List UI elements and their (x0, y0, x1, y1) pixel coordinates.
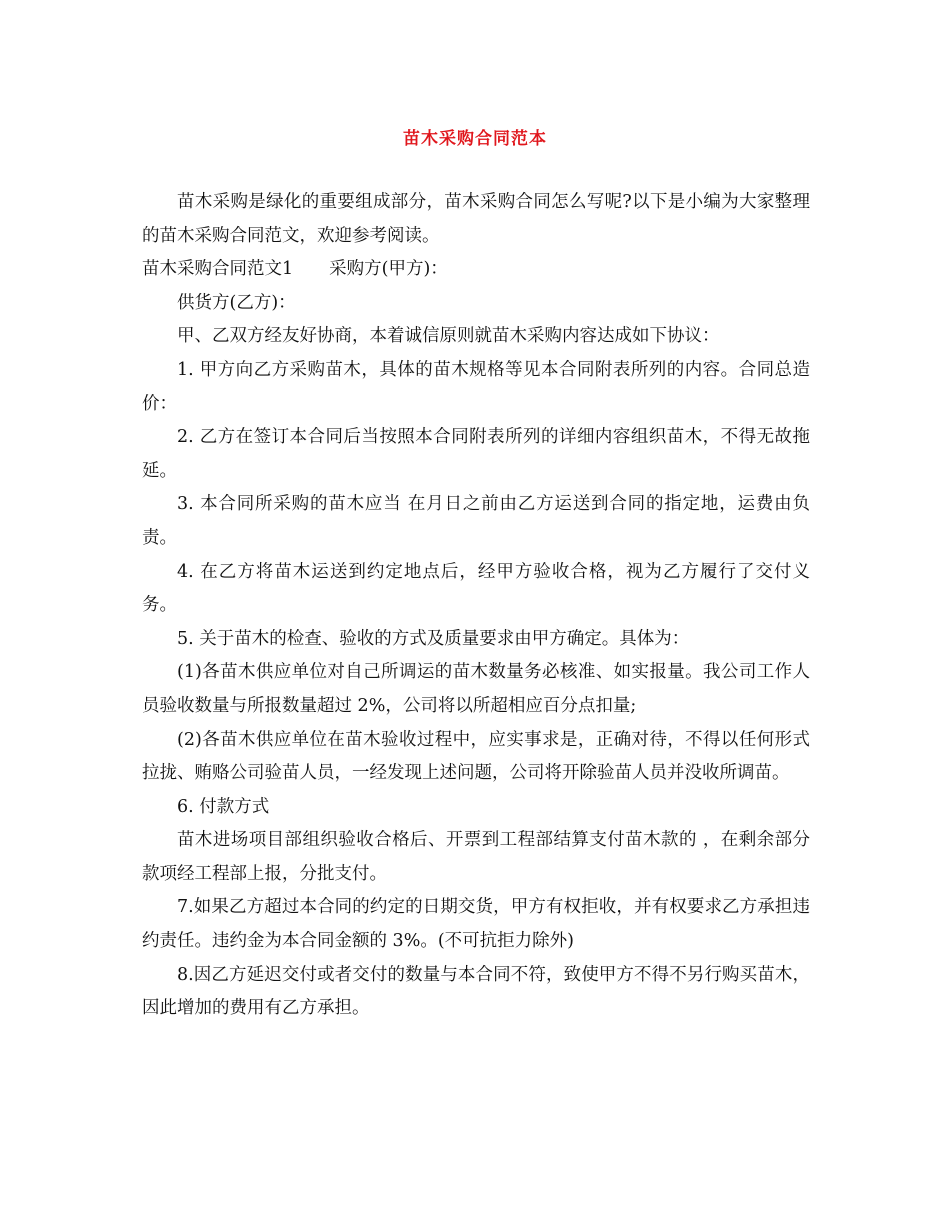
clause-6-text: 苗木进场项目部组织验收合格后、开票到工程部结算支付苗木款的 ，在剩余部分款项经工程部上报，分批支付。 (142, 830, 810, 884)
clause-1: 1. 甲方向乙方采购苗木，具体的苗木规格等见本合同附表所列的内容。合同总造价： (142, 359, 810, 414)
buyer-label: 采购方(甲方)： (329, 259, 448, 280)
clause-4: 4. 在乙方将苗木运送到约定地点后，经甲方验收合格，视为乙方履行了交付义务。 (142, 561, 810, 616)
sample-label: 苗木采购合同范文1 (142, 259, 294, 280)
clause-5-item-1: (1)各苗木供应单位对自己所调运的苗木数量务必核准、如实报量。我公司工作人员验收数量与所报数量超过 2%，公司将以所超相应百分点扣量; (142, 662, 810, 716)
intro-paragraph: 苗木采购是绿化的重要组成部分，苗木采购合同怎么写呢?以下是小编为大家整理的苗木采购合同范文，欢迎参考阅读。 (142, 192, 810, 246)
clause-3: 3. 本合同所采购的苗木应当 在月日之前由乙方运送到合同的指定地，运费由负责。 (142, 494, 810, 548)
clause-7: 7.如果乙方超过本合同的约定的日期交货，甲方有权拒收，并有权要求乙方承担违约责任。违约金为本合同金额的 3%。(不可抗拒力除外) (142, 897, 810, 952)
document-body (142, 186, 810, 1026)
clause-5: 5. 关于苗木的检查、验收的方式及质量要求由甲方确定。具体为： (177, 628, 690, 649)
document-title: 苗木采购合同范本 (403, 129, 547, 149)
clause-6: 6. 付款方式 (177, 796, 270, 817)
clause-2: 2. 乙方在签订本合同后当按照本合同附表所列的详细内容组织苗木，不得无故拖延。 (142, 427, 810, 481)
clause-8: 8.因乙方延迟交付或者交付的数量与本合同不符，致使甲方不得不另行购买苗木，因此增加的费用有乙方承担。 (142, 964, 810, 1019)
agreement-paragraph: 甲、乙双方经友好协商，本着诚信原则就苗木采购内容达成如下协议： (177, 326, 720, 347)
supplier-label: 供货方(乙方)： (177, 292, 296, 313)
sample-heading-line (142, 253, 810, 287)
clause-5-item-2: (2)各苗木供应单位在苗木验收过程中，应实事求是，正确对待，不得以任何形式拉拢、贿赂公司验苗人员，一经发现上述问题，公司将开除验苗人员并没收所调苗。 (142, 729, 810, 784)
